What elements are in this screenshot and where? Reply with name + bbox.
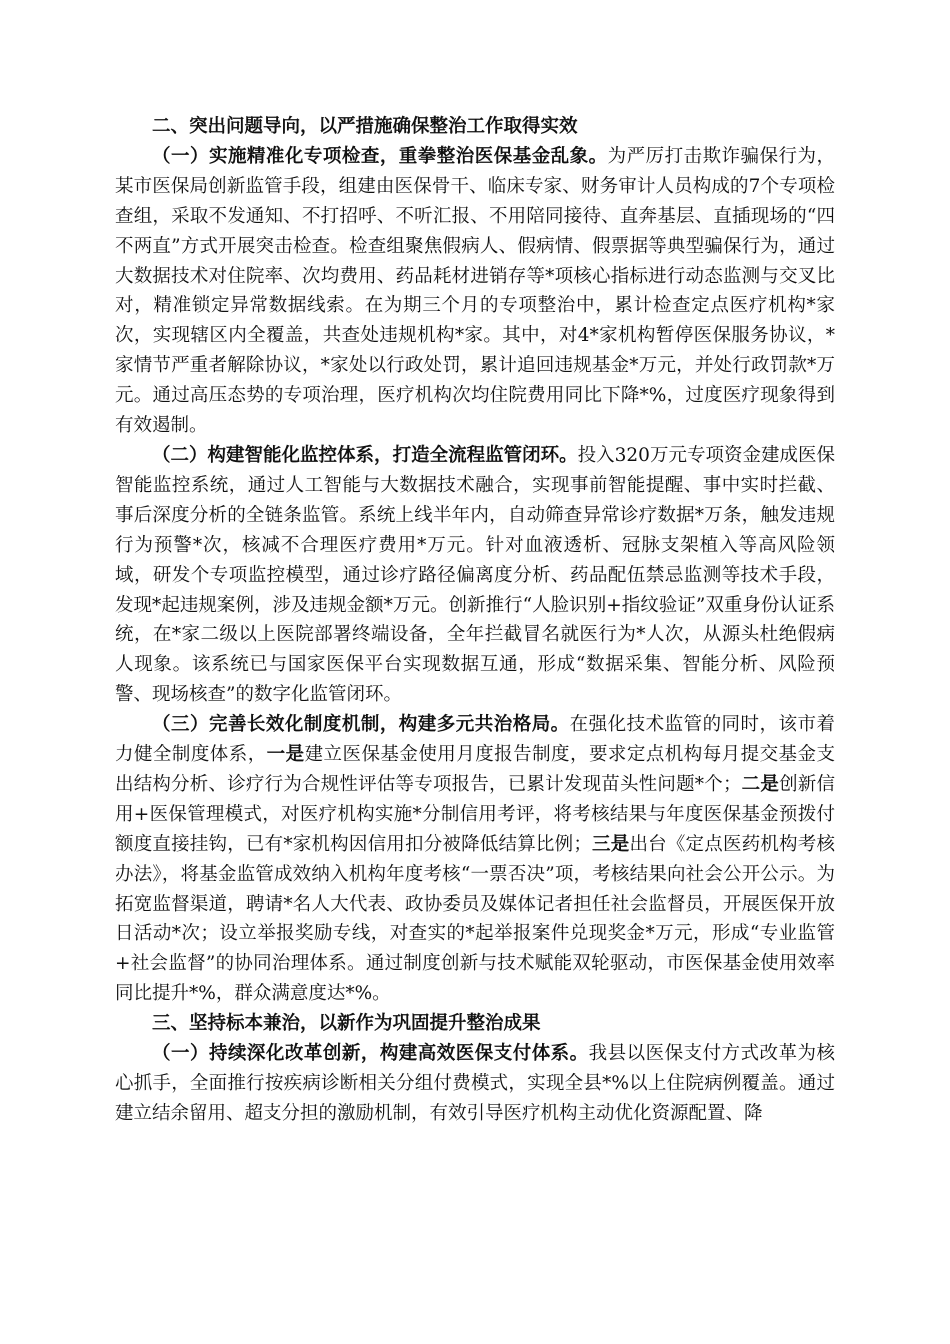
section-heading-2: 二、突出问题导向，以严措施确保整治工作取得实效 xyxy=(152,116,578,137)
paragraph-institutional-mechanism xyxy=(115,710,835,1009)
paragraph-text: 建立医保基金使用月度报告制度，要求定点机构每月提交基金支出结构分析、诊疗行为合规性评估等专项报告，已累计发现苗头性问题*个； xyxy=(115,744,835,795)
paragraph-lead: （二）构建智能化监控体系，打造全流程监管闭环。 xyxy=(152,444,578,466)
paragraph-text: 出台《定点医药机构考核办法》，将基金监管成效纳入机构年度考核“一票否决”项，考核结果向社会公开公示。为拓宽监督渠道，聘请*名人大代表、政协委员及媒体记者担任社会监督员，开展医保开放日活动*次；设立举报奖励专线，对查实的*起举报案件兑现奖金*万元，形成“专业监管+社会监督”的协同治理体系。通过制度创新与技术赋能双轮驱动，市医保基金使用效率同比提升*%，群众满意度达*%。 xyxy=(115,833,835,1005)
paragraph-text: 投入320万元专项资金建成医保智能监控系统，通过人工智能与大数据技术融合，实现事前智能提醒、事中实时拦截、事后深度分析的全链条监管。系统上线半年内，自动筛查异常诊疗数据*万条，触发违规行为预警*次，核减不合理医疗费用*万元。针对血液透析、冠脉支架植入等高风险领域，研发个专项监控模型，通过诊疗路径偏离度分析、药品配伍禁忌监测等技术手段，发现*起违规案例，涉及违规金额*万元。创新推行“人脸识别+指纹验证”双重身份认证系统，在*家二级以上医院部署终端设备，全年拦截冒名就医行为*人次，从源头杜绝假病人现象。该系统已与国家医保平台实现数据互通，形成“数据采集、智能分析、风险预警、现场核查”的数字化监管闭环。 xyxy=(115,444,835,706)
section-heading-3: 三、坚持标本兼治，以新作为巩固提升整治成果 xyxy=(152,1013,541,1035)
list-marker-second: 二是 xyxy=(741,773,780,795)
paragraph-smart-monitoring xyxy=(115,441,835,710)
document-body xyxy=(115,112,835,1129)
paragraph-text: 在强化技术监管的同时，该市着力健全制度体系， xyxy=(115,714,835,766)
paragraph-special-inspection xyxy=(115,142,835,441)
paragraph-payment-reform xyxy=(115,1039,835,1129)
paragraph-lead: （一）持续深化改革创新，构建高效医保支付体系。 xyxy=(152,1043,589,1065)
list-marker-third: 三是 xyxy=(591,833,630,855)
paragraph-text: 创新信用+医保管理模式，对医疗机构实施*分制信用考评，将考核结果与年度医保基金预拨付额度直接挂钩，已有*家机构因信用扣分被降低结算比例； xyxy=(115,773,835,855)
paragraph-lead: （三）完善长效化制度机制，构建多元共治格局。 xyxy=(152,714,570,736)
paragraph-text: 为严厉打击欺诈骗保行为，某市医保局创新监管手段，组建由医保骨干、临床专家、财务审计人员构成的7个专项检查组，采取不发通知、不打招呼、不听汇报、不用陪同接待、直奔基层、直插现场的“四不两直”方式开展突击检查。检查组聚焦假病人、假病情、假票据等典型骗保行为，通过大数据技术对住院率、次均费用、药品耗材进销存等*项核心指标进行动态监测与交叉比对，精准锁定异常数据线索。在为期三个月的专项整治中，累计检查定点医疗机构*家次，实现辖区内全覆盖，共查处违规机构*家。其中，对4*家机构暂停医保服务协议，*家情节严重者解除协议，*家处以行政处罚，累计追回违规基金*万元，并处行政罚款*万元。通过高压态势的专项治理，医疗机构次均住院费用同比下降*%，过度医疗现象得到有效遏制。 xyxy=(115,145,835,437)
paragraph-text: 我县以医保支付方式改革为核心抓手，全面推行按疾病诊断相关分组付费模式，实现全县*%以上住院病例覆盖。通过建立结余留用、超支分担的激励机制，有效引导医疗机构主动优化资源配置、降 xyxy=(115,1043,835,1124)
paragraph-lead: （一）实施精准化专项检查，重拳整治医保基金乱象。 xyxy=(152,145,608,167)
list-marker-first: 一是 xyxy=(266,744,305,766)
